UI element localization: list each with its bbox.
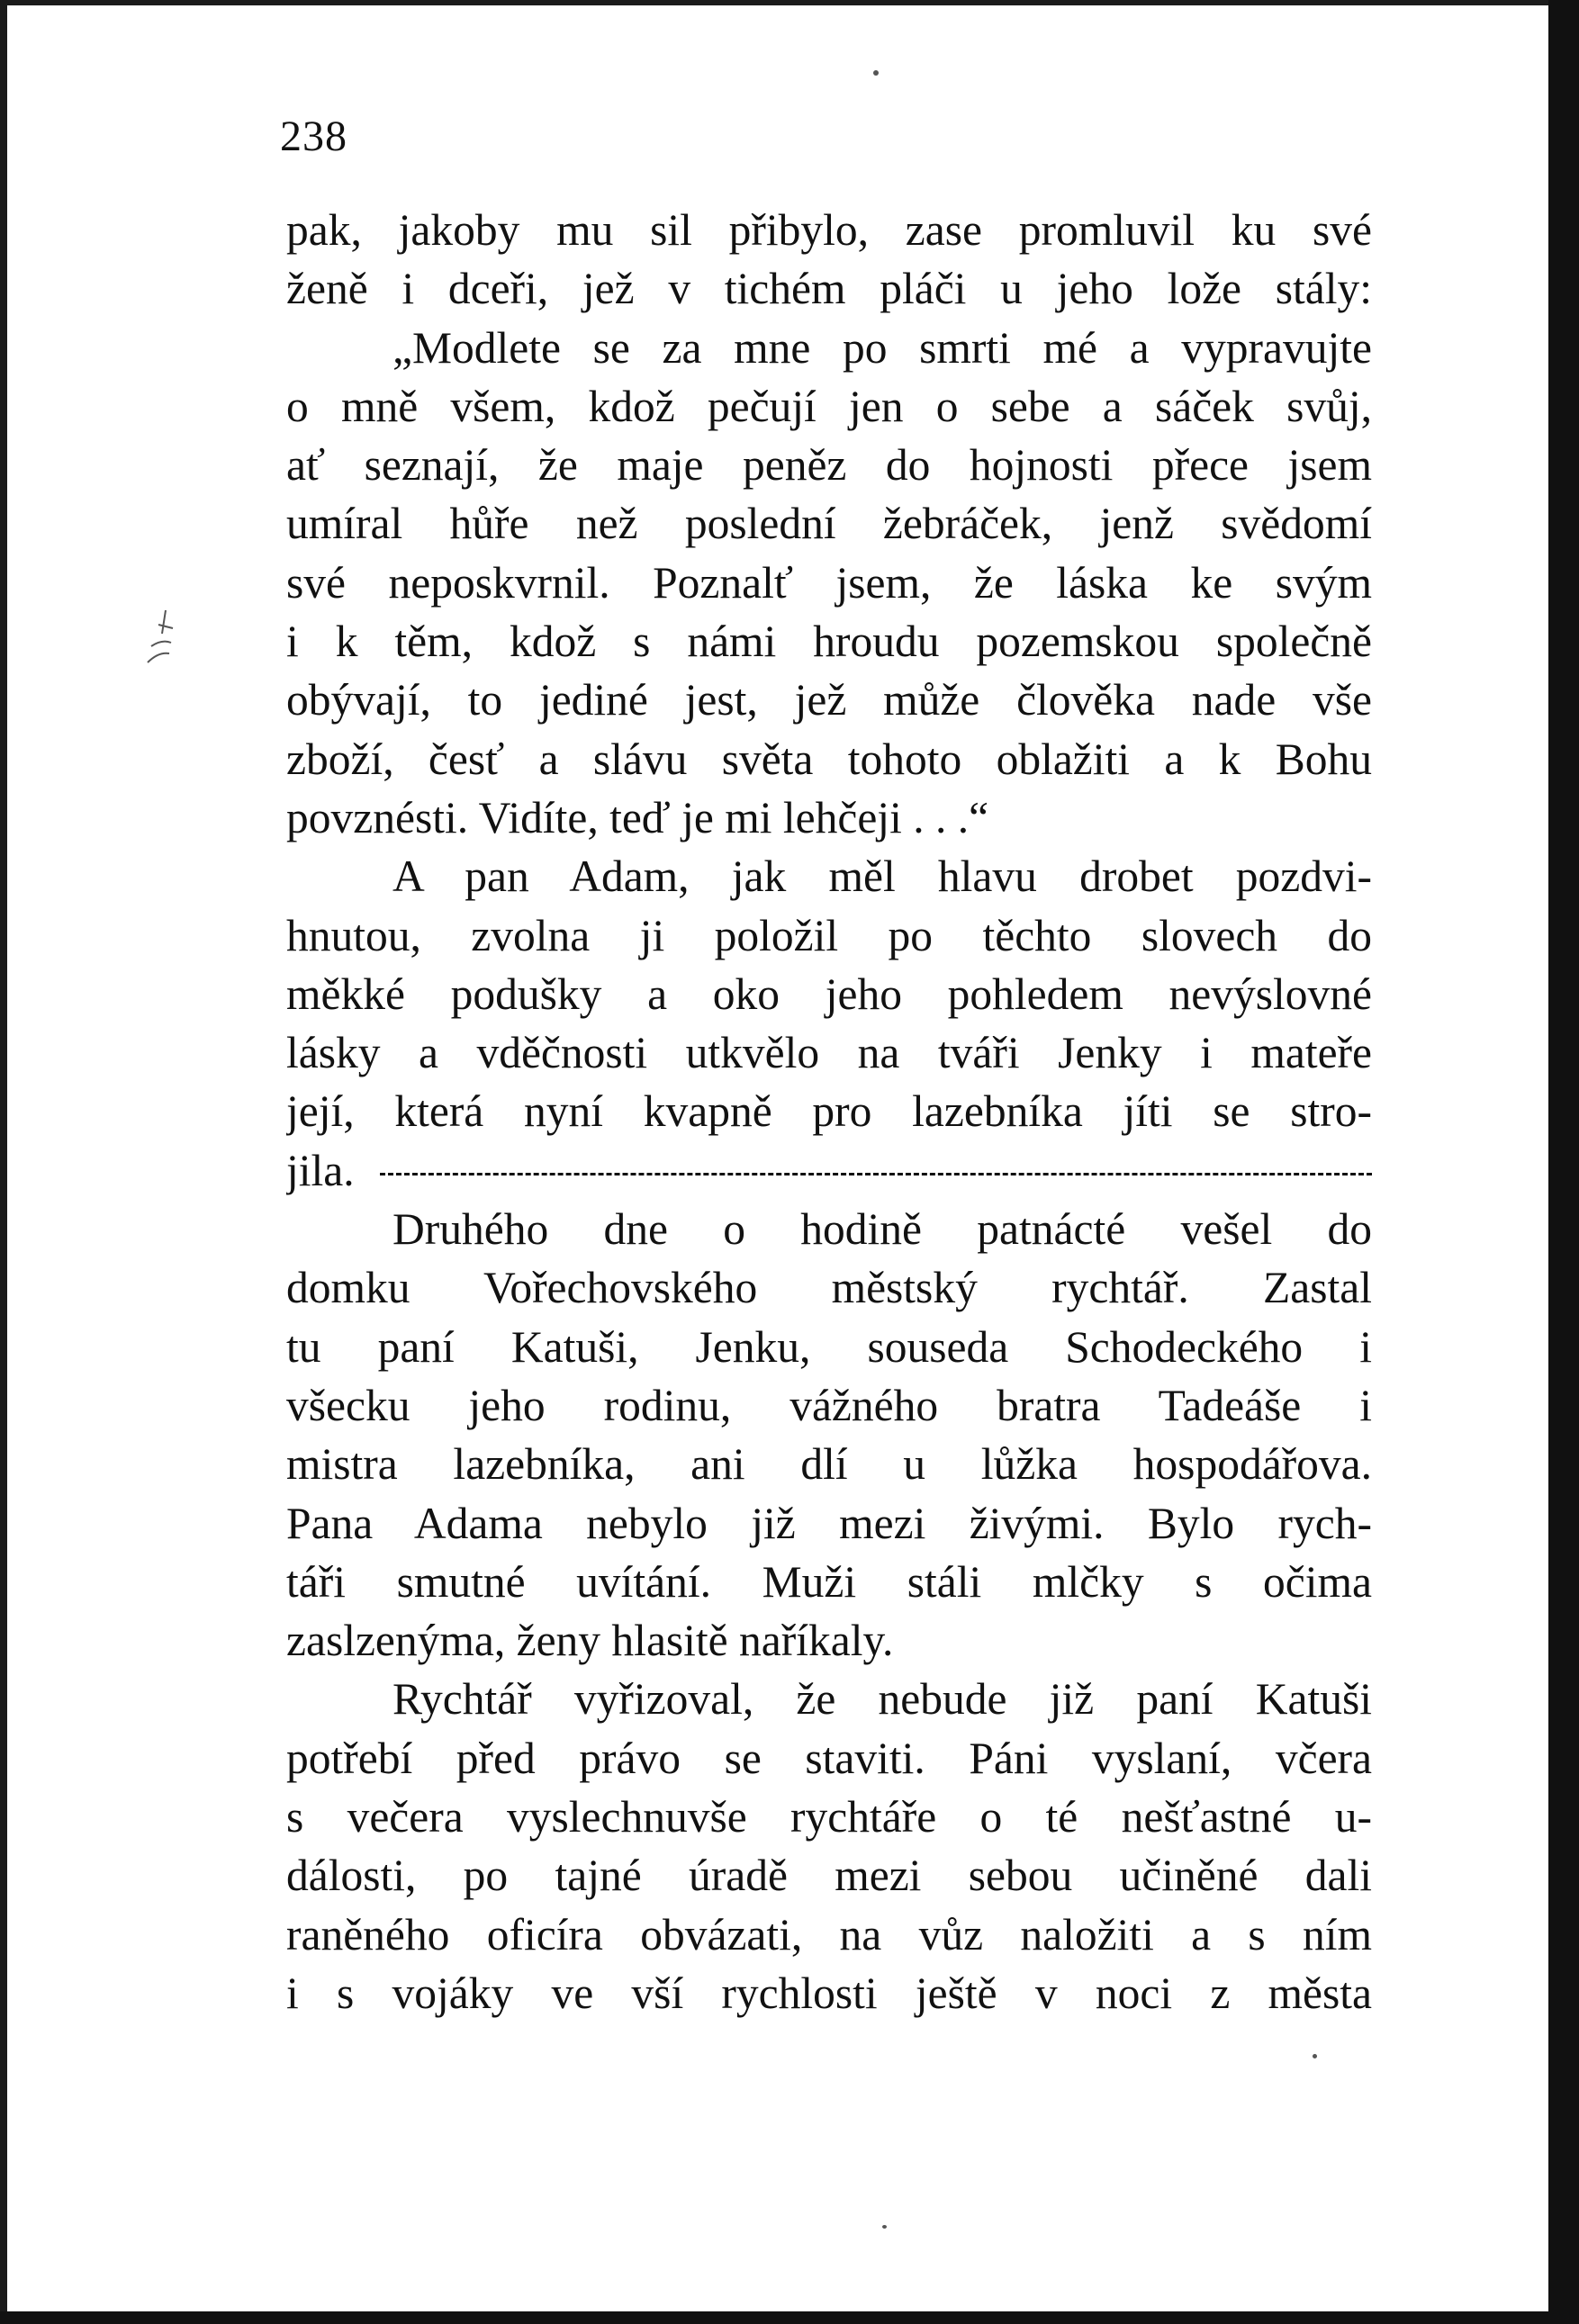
- text-line: lásky a vděčnosti utkvělo na tváři Jenky i mateře: [286, 1028, 1372, 1078]
- text-line: i s vojáky ve vší rychlosti ještě v noci z města: [286, 1968, 1372, 2018]
- body-text: [286, 201, 1372, 2022]
- text-line: měkké podušky a oko jeho pohledem nevýslovné: [286, 968, 1372, 1019]
- text-line: pak, jakoby mu sil přibylo, zase promluvil ku své: [286, 205, 1372, 255]
- text-line: dálosti, po tajné úradě mezi sebou učiněné dali: [286, 1851, 1372, 1901]
- text-line: umíral hůře než poslední žebráček, jenž svědomí: [286, 499, 1372, 549]
- text-line: Pana Adama nebylo již mezi živými. Bylo rych-: [286, 1498, 1372, 1548]
- paper-speck: [1313, 2054, 1317, 2058]
- paper-speck: [882, 2225, 887, 2229]
- text-line: zboží, česť a slávu světa tohoto oblažiti a k Bohu: [286, 734, 1372, 784]
- paper-speck: [873, 70, 879, 76]
- text-line: „Modlete se za mne po smrti mé a vypravujte: [392, 322, 1372, 373]
- pencil-margin-mark: [139, 607, 182, 670]
- dashed-line: [286, 1141, 1372, 1200]
- scan-border-bottom: [0, 2311, 1579, 2324]
- text-line: mistra lazebníka, ani dlí u lůžka hospodářova.: [286, 1439, 1372, 1490]
- text-line: tu paní Katuši, Jenku, souseda Schodeckého i: [286, 1321, 1372, 1372]
- text-line: Druhého dne o hodině patnácté vešel do: [392, 1204, 1372, 1255]
- text-line: zaslzenýma, ženy hlasitě naříkaly.: [286, 1616, 894, 1666]
- text-line: ženě i dceři, jež v tichém pláči u jeho lože stály:: [286, 264, 1372, 314]
- text-line: potřebí před právo se staviti. Páni vyslaní, včera: [286, 1733, 1372, 1783]
- text-line: domku Vořechovského městský rychtář. Zastal: [286, 1263, 1372, 1313]
- scan-border-right: [1548, 0, 1579, 2324]
- text-line: ať seznají, že maje peněz do hojnosti přece jsem: [286, 440, 1372, 491]
- text-line: A pan Adam, jak měl hlavu drobet pozdvi-: [392, 851, 1372, 902]
- page-number: 238: [280, 113, 347, 160]
- text-line: své neposkvrnil. Poznalť jsem, že láska ke svým: [286, 557, 1372, 608]
- text-line: její, která nyní kvapně pro lazebníka jíti se stro-: [286, 1086, 1372, 1137]
- text-line: o mně všem, kdož pečují jen o sebe a sáček svůj,: [286, 381, 1372, 431]
- text-line: povznésti. Vidíte, teď je mi lehčeji . . .“: [286, 792, 989, 842]
- text-line: raněného oficíra obvázati, na vůz naložiti a s ním: [286, 1909, 1372, 1959]
- text-line: jila.: [286, 1145, 355, 1195]
- text-line: Rychtář vyřizoval, že nebude již paní Katuši: [392, 1674, 1372, 1725]
- dash-rule: [380, 1173, 1372, 1176]
- book-page: [7, 5, 1548, 2315]
- text-line: hnutou, zvolna ji položil po těchto slovech do: [286, 910, 1372, 960]
- text-line: obývají, to jediné jest, jež může člověka nade vše: [286, 675, 1372, 725]
- text-line: táři smutné uvítání. Muži stáli mlčky s očima: [286, 1556, 1372, 1607]
- text-line: i k těm, kdož s námi hroudu pozemskou společně: [286, 617, 1372, 667]
- text-line: všecku jeho rodinu, vážného bratra Tadeáše i: [286, 1380, 1372, 1430]
- text-line: s večera vyslechnuvše rychtáře o té nešťastné u-: [286, 1792, 1372, 1842]
